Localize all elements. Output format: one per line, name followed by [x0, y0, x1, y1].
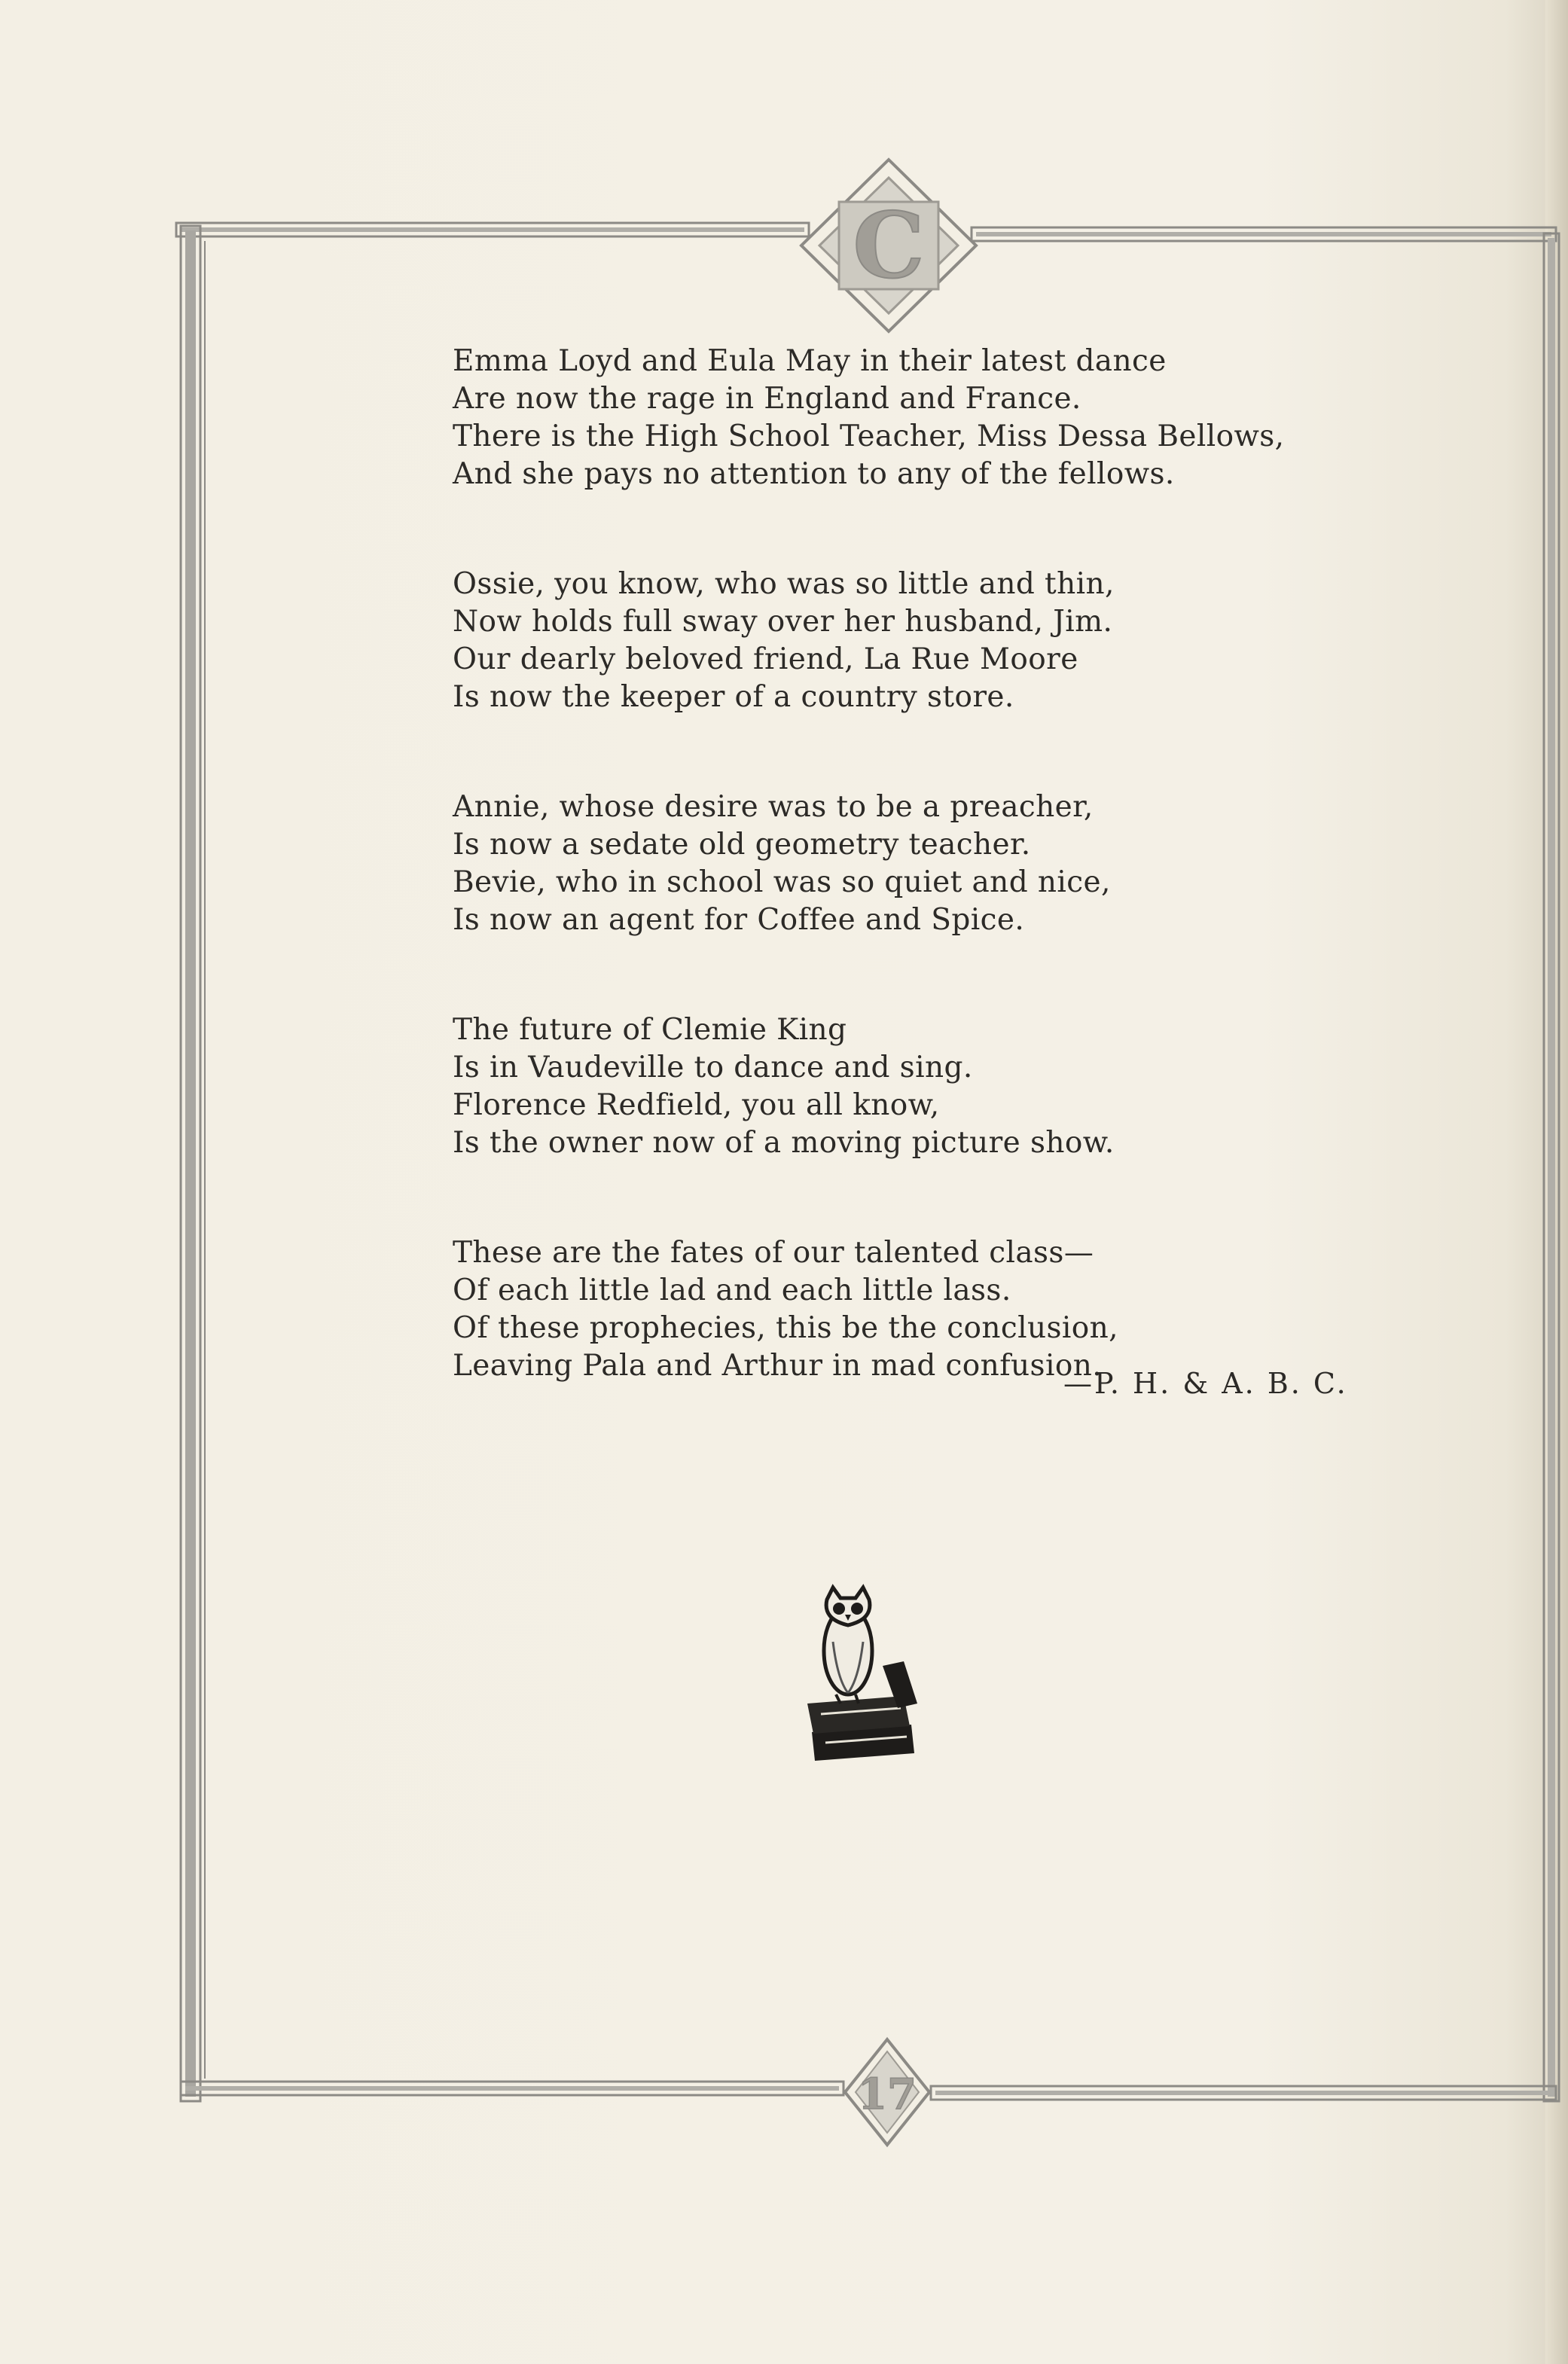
stanza-3 [453, 789, 1432, 939]
poem-line: Is in Vaudeville to dance and sing. [453, 1051, 973, 1084]
poem-line: Is now an agent for Coffee and Spice. [453, 903, 1025, 937]
poem-line: Bevie, who in school was so quiet and nice, [453, 865, 1111, 899]
poem-line: Annie, whose desire was to be a preacher, [453, 790, 1094, 824]
poem-line: And she pays no attention to any of the fellows. [453, 457, 1175, 491]
right-border [1544, 233, 1559, 2101]
poem-line: Is the owner now of a moving picture show. [453, 1126, 1115, 1160]
left-border [181, 226, 205, 2101]
poem-line: Is now a sedate old geometry teacher. [453, 828, 1031, 862]
poem-line: Is now the keeper of a country store. [453, 680, 1014, 714]
poem-line: Now holds full sway over her husband, Jim. [453, 605, 1113, 639]
stanza-1 [453, 343, 1432, 493]
poem-line: Of each little lad and each little lass. [453, 1274, 1011, 1307]
owl-on-books-icon [807, 1588, 917, 1761]
poem-line: The future of Clemie King [453, 1013, 847, 1047]
poem-line: These are the fates of our talented class— [453, 1236, 1094, 1270]
poem-line: Leaving Pala and Arthur in mad confusion. [453, 1349, 1103, 1383]
poem-signature: —P. H. & A. B. C. [1063, 1367, 1348, 1400]
page-number: 17 [858, 2070, 917, 2119]
stanza-4 [453, 1011, 1432, 1162]
poem-line: Ossie, you know, who was so little and thin, [453, 567, 1115, 601]
poem-line: Emma Loyd and Eula May in their latest dance [453, 344, 1167, 378]
poem-line: Our dearly beloved friend, La Rue Moore [453, 642, 1078, 676]
poem-line: Of these prophecies, this be the conclusion, [453, 1311, 1118, 1345]
poem-line: Florence Redfield, you all know, [453, 1088, 940, 1122]
stanza-2 [453, 566, 1432, 716]
poem-line: Are now the rage in England and France. [453, 382, 1081, 416]
stanza-5 [453, 1234, 1432, 1385]
top-emblem [801, 160, 976, 331]
bottom-emblem [845, 2039, 929, 2145]
poem [453, 343, 1432, 1385]
emblem-letter: C [853, 193, 925, 299]
poem-line: There is the High School Teacher, Miss Dessa Bellows, [453, 419, 1285, 453]
